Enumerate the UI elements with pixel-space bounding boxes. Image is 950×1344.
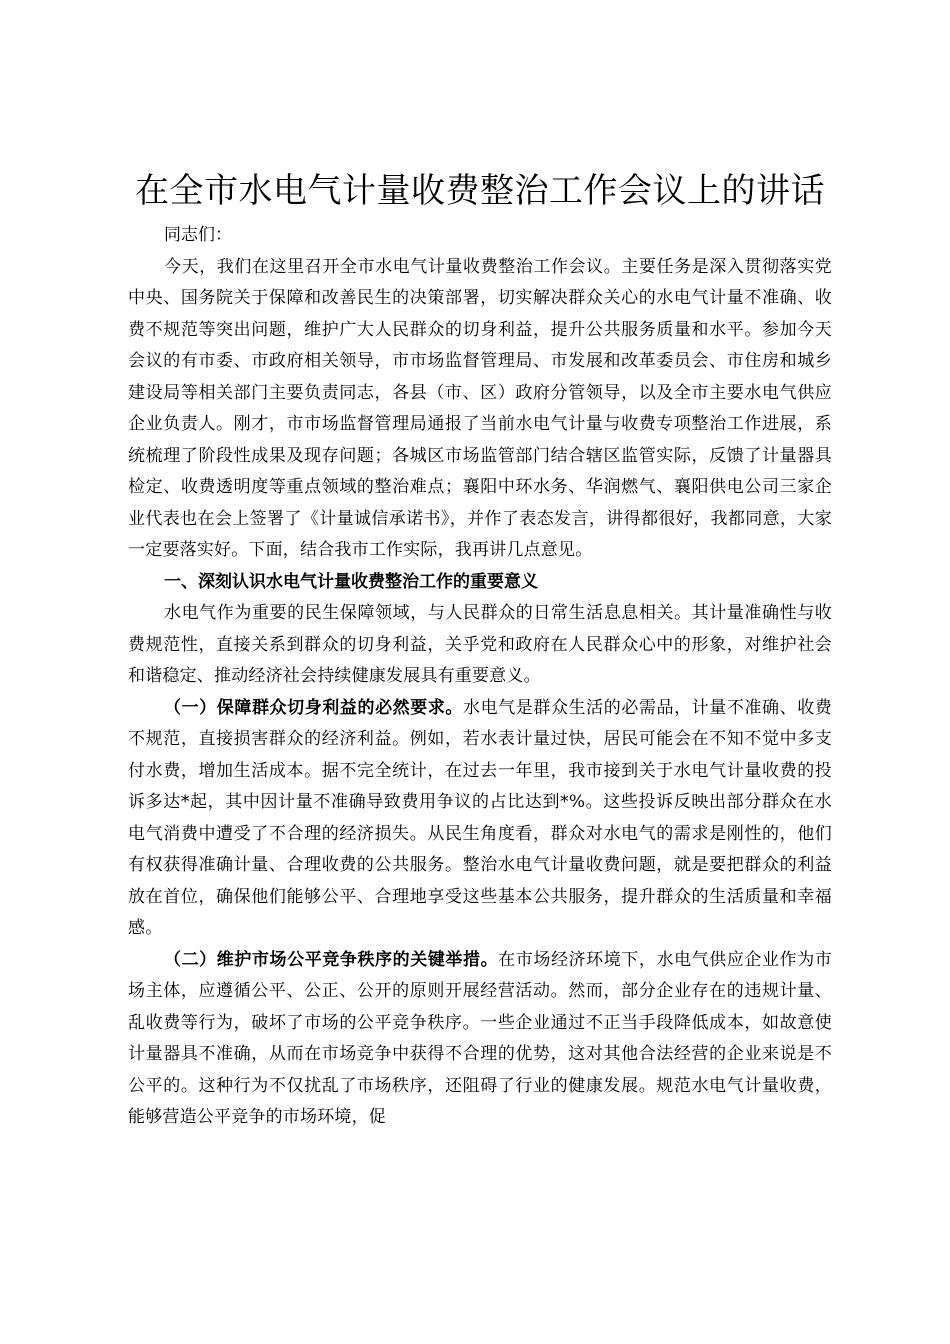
document-title: 在全市水电气计量收费整治工作会议上的讲话: [135, 171, 825, 211]
point-1-lead: （一）保障群众切身利益的必然要求。: [164, 697, 464, 718]
section-heading-1: 一、深刻认识水电气计量收费整治工作的重要意义: [164, 571, 538, 592]
point-2-body: 在市场经济环境下，水电气供应企业作为市场主体，应遵循公平、公正、公开的原则开展经营活动。然而，部分企业存在的违规计量、乱收费等行为，破坏了市场的公平竞争秩序。一些企业通过不正当手段降低成本，如故意使计量器具不准确，从而在市场竞争中获得不合理的优势，这对其他合法经营的企业来说是不公平的。这种行为不仅扰乱了市场秩序，还阻碍了行业的健康发展。规范水电气计量收费，能够营造公平竞争的市场环境，促: [128, 949, 832, 1127]
point-1-body: 水电气是群众生活的必需品，计量不准确、收费不规范，直接损害群众的经济利益。例如，若水表计量过快，居民可能会在不知不觉中多支付水费，增加生活成本。据不完全统计，在过去一年里，我市接到关于水电气计量收费的投诉多达*起，其中因计量不准确导致费用争议的占比达到*%。这些投诉反映出部分群众在水电气消费中遭受了不合理的经济损失。从民生角度看，群众对水电气的需求是刚性的，他们有权获得准确计量、合理收费的公共服务。整治水电气计量收费问题，就是要把群众的利益放在首位，确保他们能够公平、合理地享受这些基本公共服务，提升群众的生活质量和幸福感。: [128, 697, 832, 938]
point-1-paragraph: [128, 693, 832, 945]
salutation: 同志们：: [164, 225, 232, 245]
point-2-lead: （二）维护市场公平竞争秩序的关键举措。: [164, 949, 499, 970]
section-1-intro-paragraph: 水电气作为重要的民生保障领域，与人民群众的日常生活息息相关。其计量准确性与收费规范性，直接关系到群众的切身利益，关乎党和政府在人民群众心中的形象，对维护社会和谐稳定、推动经济社会持续健康发展具有重要意义。: [128, 603, 832, 686]
document-page: [128, 166, 832, 1134]
point-2-paragraph: [128, 945, 832, 1134]
intro-paragraph: 今天，我们在这里召开全市水电气计量收费整治工作会议。主要任务是深入贯彻落实党中央、国务院关于保障和改善民生的决策部署，切实解决群众关心的水电气计量不准确、收费不规范等突出问题，维护广大人民群众的切身利益，提升公共服务质量和水平。参加今天会议的有市委、市政府相关领导，市市场监督管理局、市发展和改革委员会、市住房和城乡建设局等相关部门主要负责同志，各县（市、区）政府分管领导，以及全市主要水电气供应企业负责人。刚才，市市场监督管理局通报了当前水电气计量与收费专项整治工作进展，系统梳理了阶段性成果及现存问题；各城区市场监管部门结合辖区监管实际，反馈了计量器具检定、收费透明度等重点领域的整治难点；襄阳中环水务、华润燃气、襄阳供电公司三家企业代表也在会上签署了《计量诚信承诺书》，并作了表态发言，讲得都很好，我都同意，大家一定要落实好。下面，结合我市工作实际，我再讲几点意见。: [128, 256, 832, 560]
